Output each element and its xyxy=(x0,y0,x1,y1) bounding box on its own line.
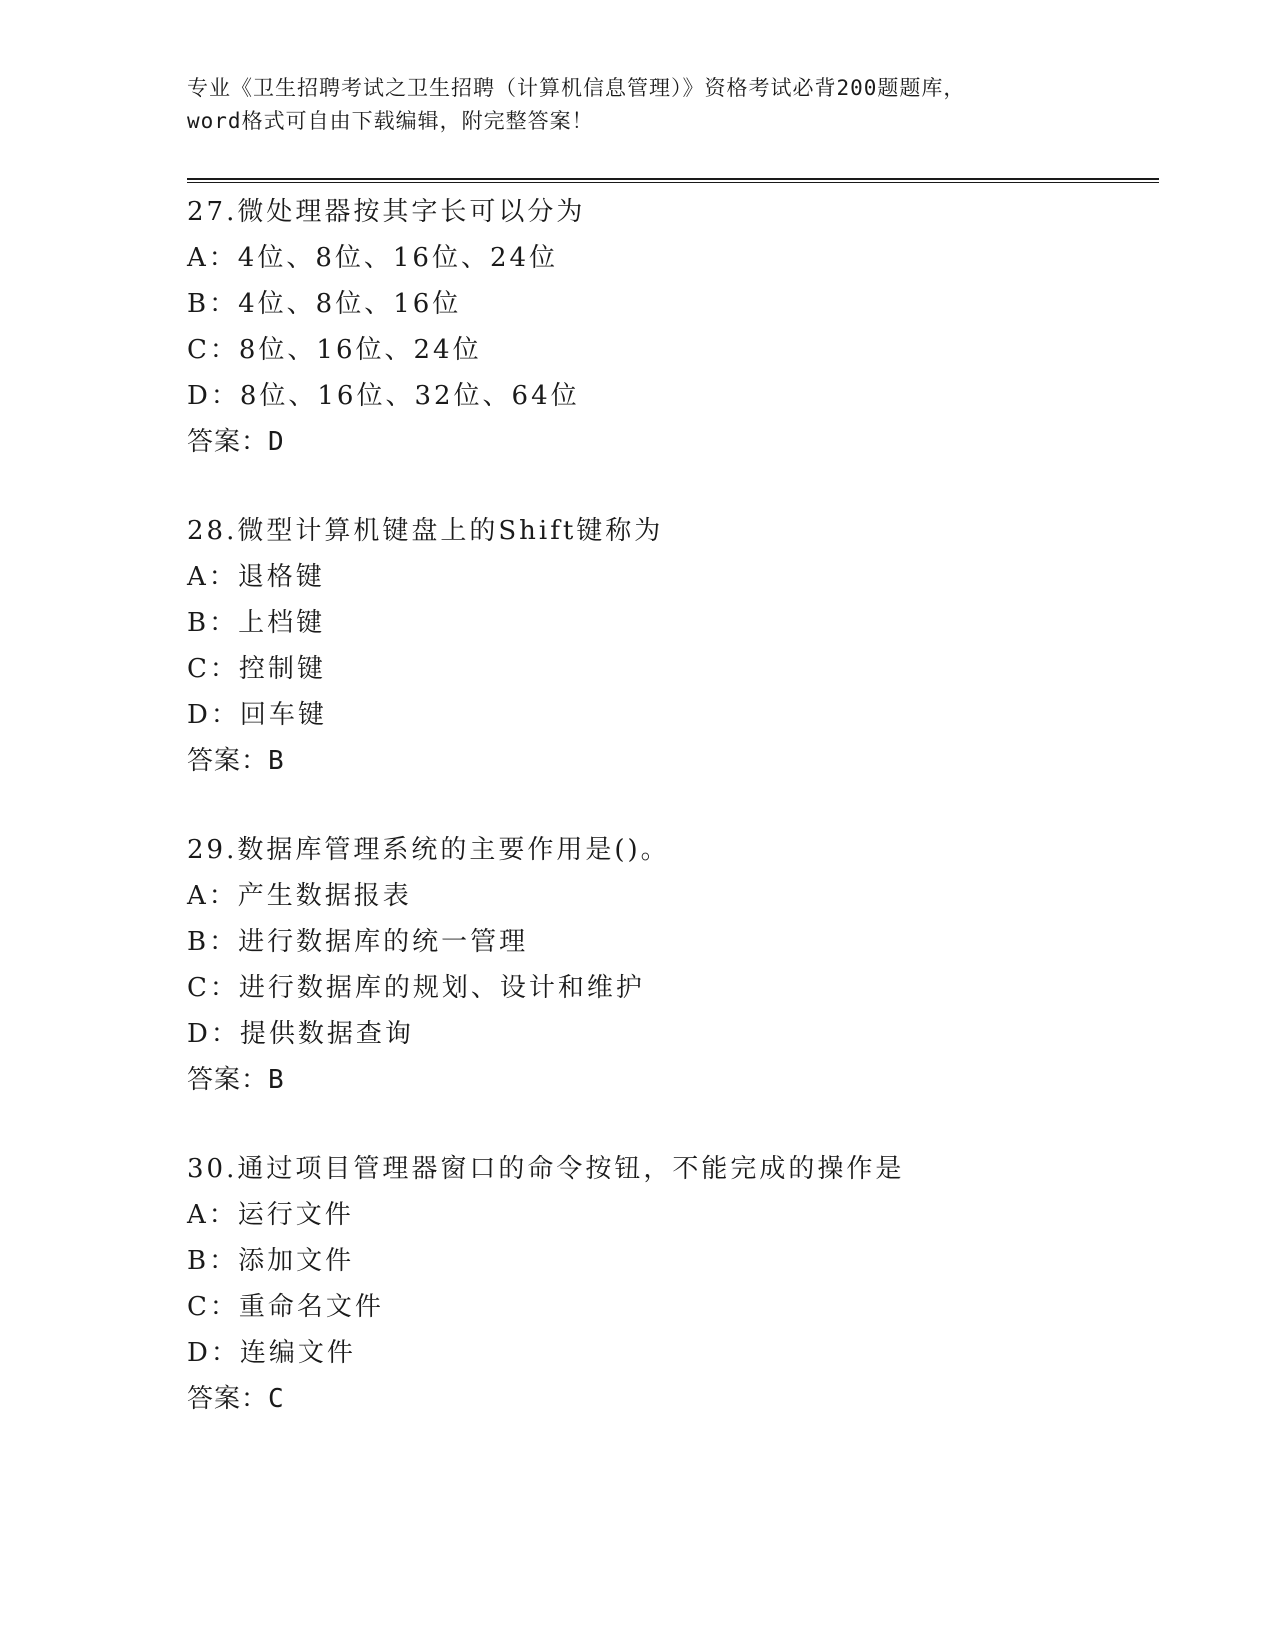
option-c: C：8位、16位、24位 xyxy=(187,335,482,365)
question-item xyxy=(187,508,1147,784)
answer: 答案：C xyxy=(187,1384,285,1414)
question-item xyxy=(187,827,1147,1103)
option-d: D：回车键 xyxy=(187,700,327,730)
option-d: D：连编文件 xyxy=(187,1338,356,1368)
question-item xyxy=(187,189,1147,465)
option-a: A：退格键 xyxy=(187,562,325,592)
divider-thick-line xyxy=(187,178,1159,180)
option-d: D：提供数据查询 xyxy=(187,1019,414,1049)
question-list xyxy=(187,189,1147,1465)
question-stem: 30.通过项目管理器窗口的命令按钮，不能完成的操作是 xyxy=(187,1154,905,1184)
question-stem: 28.微型计算机键盘上的Shift键称为 xyxy=(187,516,664,546)
header-line-2: word格式可自由下载编辑，附完整答案！ xyxy=(187,109,594,133)
option-b: B：进行数据库的统一管理 xyxy=(187,927,529,957)
option-a: A：运行文件 xyxy=(187,1200,354,1230)
option-b: B：添加文件 xyxy=(187,1246,355,1276)
header-divider xyxy=(187,178,1159,184)
option-b: B：4位、8位、16位 xyxy=(187,289,462,319)
option-a: A：产生数据报表 xyxy=(187,881,412,911)
option-c: C：进行数据库的规划、设计和维护 xyxy=(187,973,645,1003)
question-stem: 29.数据库管理系统的主要作用是()。 xyxy=(187,835,670,865)
question-stem: 27.微处理器按其字长可以分为 xyxy=(187,197,586,227)
option-d: D：8位、16位、32位、64位 xyxy=(187,381,580,411)
option-c: C：控制键 xyxy=(187,654,326,684)
question-item xyxy=(187,1146,1147,1422)
answer: 答案：B xyxy=(187,746,285,776)
option-c: C：重命名文件 xyxy=(187,1292,384,1322)
divider-thin-line xyxy=(187,182,1159,183)
answer: 答案：D xyxy=(187,427,285,457)
document-header xyxy=(187,72,1087,138)
option-b: B：上档键 xyxy=(187,608,326,638)
header-line-1: 专业《卫生招聘考试之卫生招聘（计算机信息管理）》资格考试必背200题题库， xyxy=(187,76,966,100)
option-a: A：4位、8位、16位、24位 xyxy=(187,243,559,273)
answer: 答案：B xyxy=(187,1065,285,1095)
